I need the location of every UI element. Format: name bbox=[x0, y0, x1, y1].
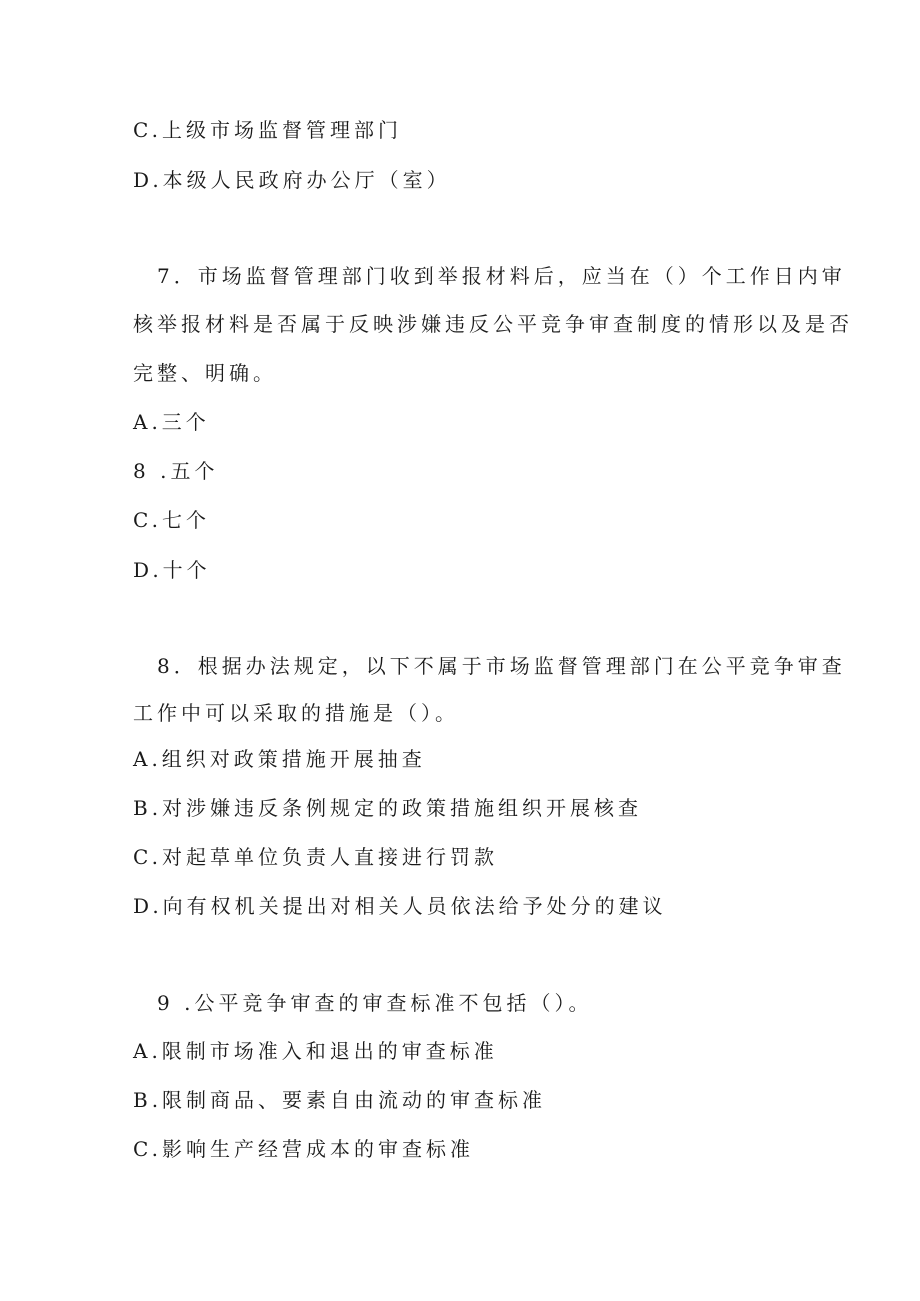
q7-option-d: D.十个 bbox=[133, 558, 211, 582]
q8-option-a: A.组织对政策措施开展抽查 bbox=[133, 747, 426, 771]
q7-option-b: 8 .五个 bbox=[133, 459, 219, 483]
q9-option-c: C.影响生产经营成本的审查标准 bbox=[133, 1137, 474, 1161]
q8-stem-line-2: 工作中可以采取的措施是（）。 bbox=[133, 701, 459, 725]
q7-stem-line-3: 完整、明确。 bbox=[133, 361, 277, 385]
q7-stem-line-2: 核举报材料是否属于反映涉嫌违反公平竞争审查制度的情形以及是否 bbox=[133, 312, 853, 336]
q9-option-a: A.限制市场准入和退出的审查标准 bbox=[133, 1039, 498, 1063]
q8-option-d: D.向有权机关提出对相关人员依法给予处分的建议 bbox=[133, 894, 667, 918]
q8-option-b: B.对涉嫌违反条例规定的政策措施组织开展核查 bbox=[133, 796, 643, 820]
q9-stem-line-1: 9 .公平竞争审查的审查标准不包括（）。 bbox=[157, 991, 593, 1015]
q7-option-c: C.七个 bbox=[133, 508, 210, 532]
q9-option-b: B.限制商品、要素自由流动的审查标准 bbox=[133, 1088, 547, 1112]
q6-option-c: C.上级市场监督管理部门 bbox=[133, 118, 402, 142]
q7-stem-line-1: 7．市场监督管理部门收到举报材料后，应当在（）个工作日内审 bbox=[157, 264, 846, 288]
q7-option-a: A.三个 bbox=[133, 410, 210, 434]
q8-stem-line-1: 8．根据办法规定，以下不属于市场监督管理部门在公平竞争审查 bbox=[157, 654, 846, 678]
q6-option-d: D.本级人民政府办公厅（室） bbox=[133, 168, 451, 192]
q8-option-c: C.对起草单位负责人直接进行罚款 bbox=[133, 845, 498, 869]
